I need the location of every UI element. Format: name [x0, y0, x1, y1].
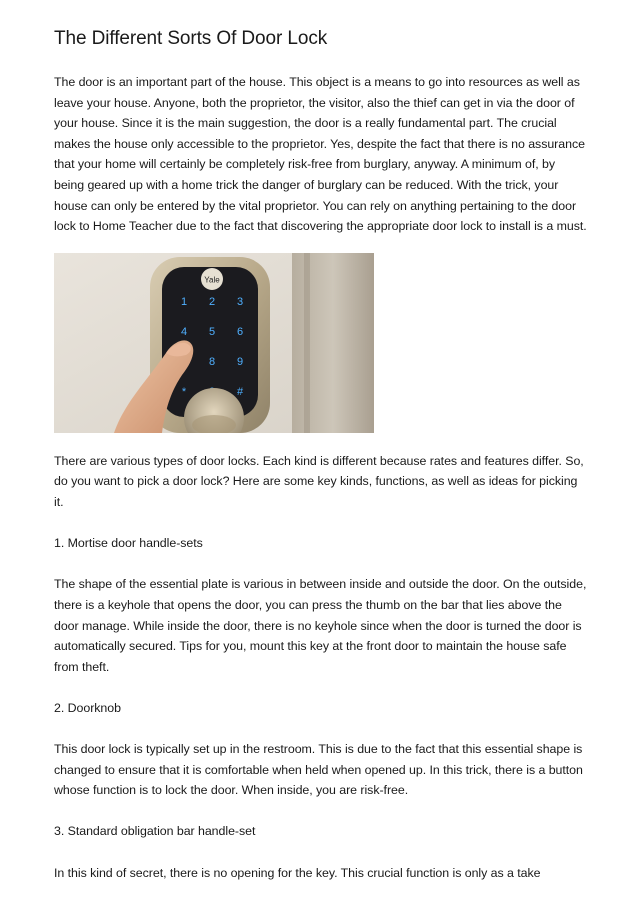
keypad-key: 3 — [236, 295, 244, 308]
types-paragraph: There are various types of door locks. Each kind is different because rates and features differ. So, do you want to pick a door lock? Here are some key kinds, functions, as well as ideas for picking it. — [54, 453, 584, 509]
keypad-key: 2 — [208, 295, 216, 308]
keypad-key: * — [181, 385, 187, 398]
intro-paragraph: The door is an important part of the house. This object is a means to go into resources as well as leave your house. Anyone, both the proprietor, the visitor, also the thief can get in via the door of your house. Since it is the main suggestion, the door is a really fundamental part. The crucial makes the house only accessible to the proprietor. Yes, despite the fact that there is no assurance that your home will certainly be completely risk-free from burglary, anyway. A minimum of, by being geared up with a home trick the danger of burglary can be reduced. With the trick, your house can only be entered by the vital proprietor. You can rely on anything pertaining to the door lock to Home Teacher due to the fact that discovering the appropriate door lock to install is a must. — [54, 75, 587, 234]
keypad-key: 9 — [236, 355, 244, 368]
keypad-key: 1 — [180, 295, 188, 308]
brand-logo: Yale — [204, 275, 220, 285]
keypad-key: # — [236, 385, 244, 398]
heading-mortise: 1. Mortise door handle-sets — [54, 536, 203, 551]
mortise-paragraph: The shape of the essential plate is various in between inside and outside the door. On the outside, there is a keyhole that opens the door, you can press the thumb on the bar that lies above the door manage. While inside the door, there is no keyhole since when the door is turned the door is automatically secured. Tips for you, mount this key at the front door to maintain the house safe from theft. — [54, 577, 587, 674]
heading-doorknob: 2. Doorknob — [54, 700, 121, 715]
doorknob-paragraph: This door lock is typically set up in the restroom. This is due to the fact that this essential shape is changed to ensure that it is comfortable when held when opened up. In this trick, there is a button whose function is to lock the door. When inside, you are risk-free. — [54, 742, 583, 798]
keypad-key: 4 — [180, 325, 188, 338]
keypad-key: 6 — [236, 325, 244, 338]
document-title: The Different Sorts Of Door Lock — [54, 28, 328, 49]
keypad-key: 8 — [208, 355, 216, 368]
document-page — [54, 26, 588, 883]
keypad-lock-photo — [54, 253, 374, 433]
keypad-key: 5 — [208, 325, 216, 338]
heading-bar-handleset: 3. Standard obligation bar handle-set — [54, 824, 256, 839]
bar-handleset-paragraph: In this kind of secret, there is no opening for the key. This crucial function is only as a take — [54, 865, 541, 880]
